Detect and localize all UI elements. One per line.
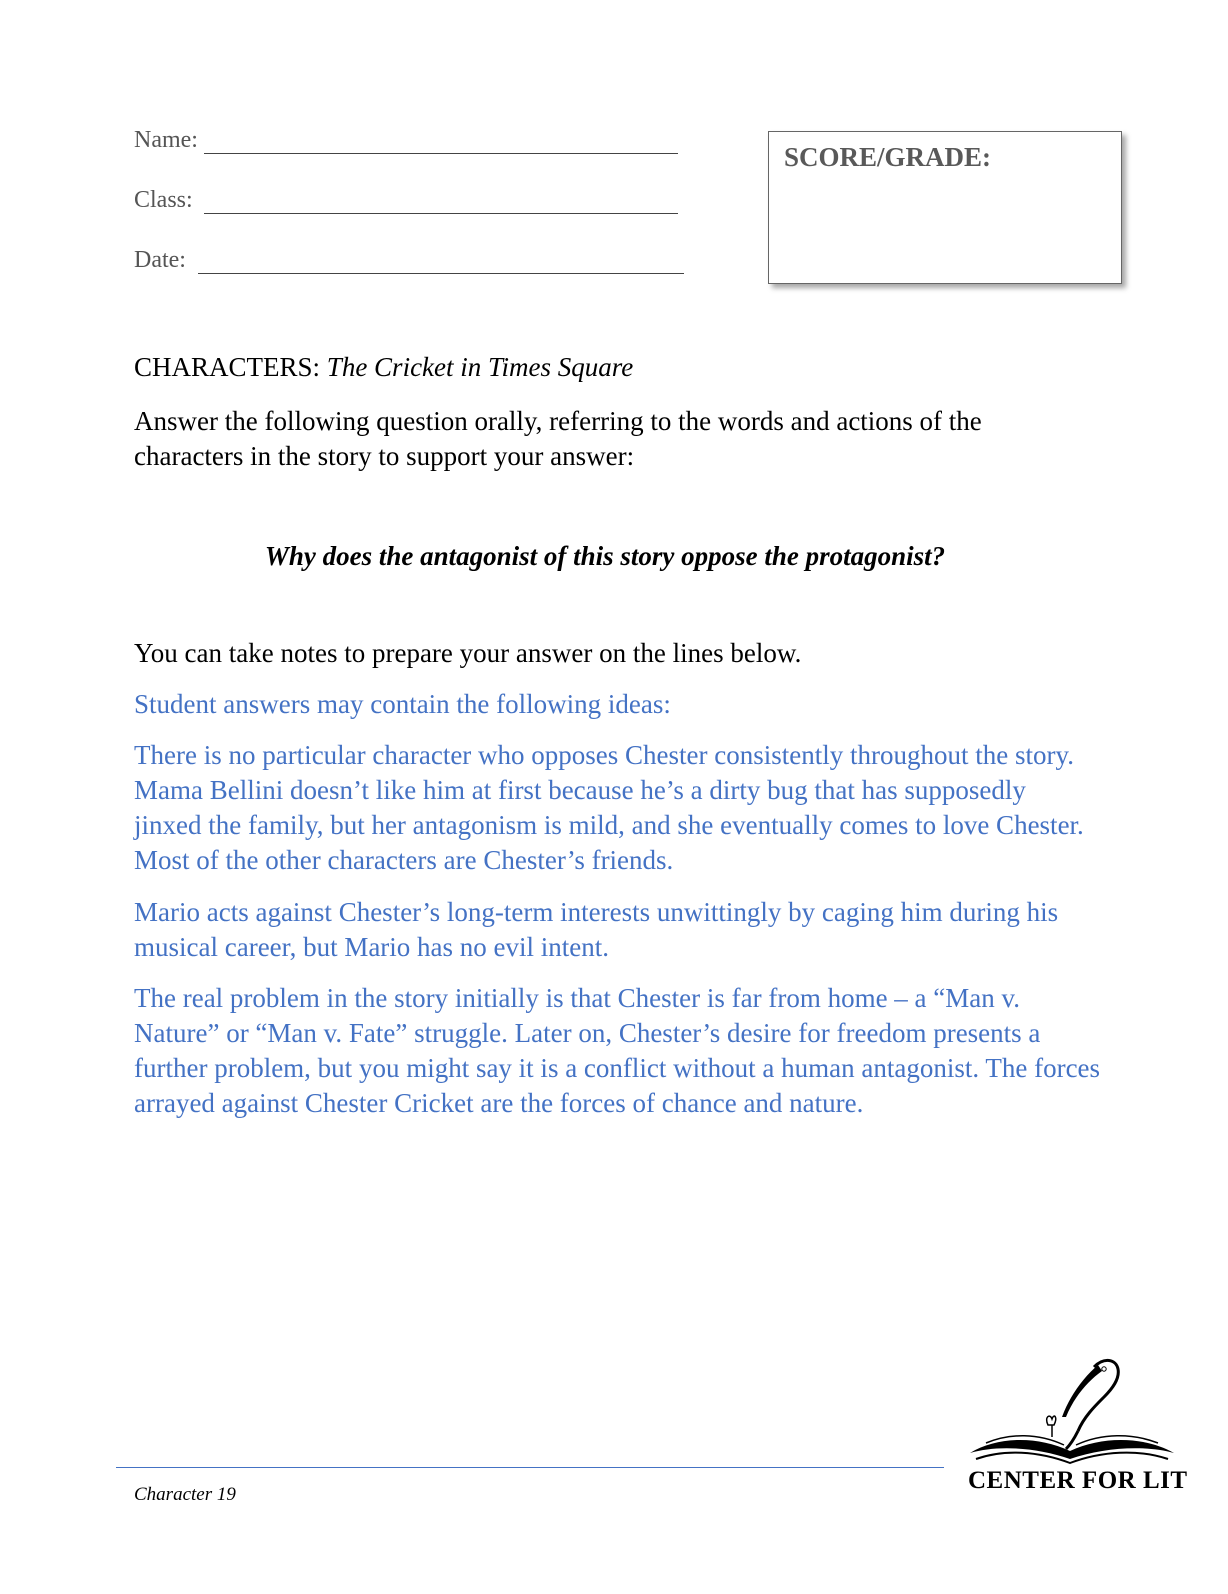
answer-intro: Student answers may contain the following ideas: bbox=[134, 689, 671, 719]
date-input-line[interactable] bbox=[198, 273, 684, 274]
date-label: Date: bbox=[134, 247, 186, 273]
heading-prefix: CHARACTERS: bbox=[134, 352, 327, 382]
footer-rule bbox=[116, 1467, 944, 1468]
date-field bbox=[134, 247, 694, 277]
score-grade-box bbox=[768, 131, 1122, 284]
book-title: The Cricket in Times Square bbox=[326, 352, 634, 382]
instructions: Answer the following question orally, referring to the words and actions of the characters in the story to support your answer: bbox=[134, 406, 982, 471]
score-grade-label: SCORE/GRADE: bbox=[784, 142, 992, 172]
class-input-line[interactable] bbox=[204, 213, 678, 214]
logo-text: CENTER FOR LIT bbox=[968, 1467, 1188, 1494]
name-field bbox=[134, 127, 694, 157]
class-label: Class: bbox=[134, 187, 193, 213]
section-heading bbox=[134, 352, 633, 383]
discussion-question: Why does the antagonist of this story oppose the protagonist? bbox=[264, 541, 946, 571]
page-label: Character 19 bbox=[134, 1484, 236, 1505]
name-input-line[interactable] bbox=[204, 153, 678, 154]
answer-paragraph-1: There is no particular character who opposes Chester consistently throughout the story. Mama Bellini doesn’t like him at first because he’s a dirty bug that has supposedly jinxed the family, but her antagonism is mild, and she eventually comes to love Chester. Most of the other characters are Chester’s friends. bbox=[134, 740, 1084, 875]
name-label: Name: bbox=[134, 127, 198, 153]
notes-prompt: You can take notes to prepare your answer on the lines below. bbox=[134, 638, 802, 668]
answer-paragraph-3: The real problem in the story initially is that Chester is far from home – a “Man v. Nature” or “Man v. Fate” struggle. Later on, Chester’s desire for freedom presents a further problem, but you might say it is a conflict without a human antagonist. The forces arrayed against Chester Cricket are the forces of chance and nature. bbox=[134, 983, 1101, 1118]
answer-paragraph-2: Mario acts against Chester’s long-term interests unwittingly by caging him during his musical career, but Mario has no evil intent. bbox=[134, 897, 1059, 962]
class-field bbox=[134, 187, 694, 217]
